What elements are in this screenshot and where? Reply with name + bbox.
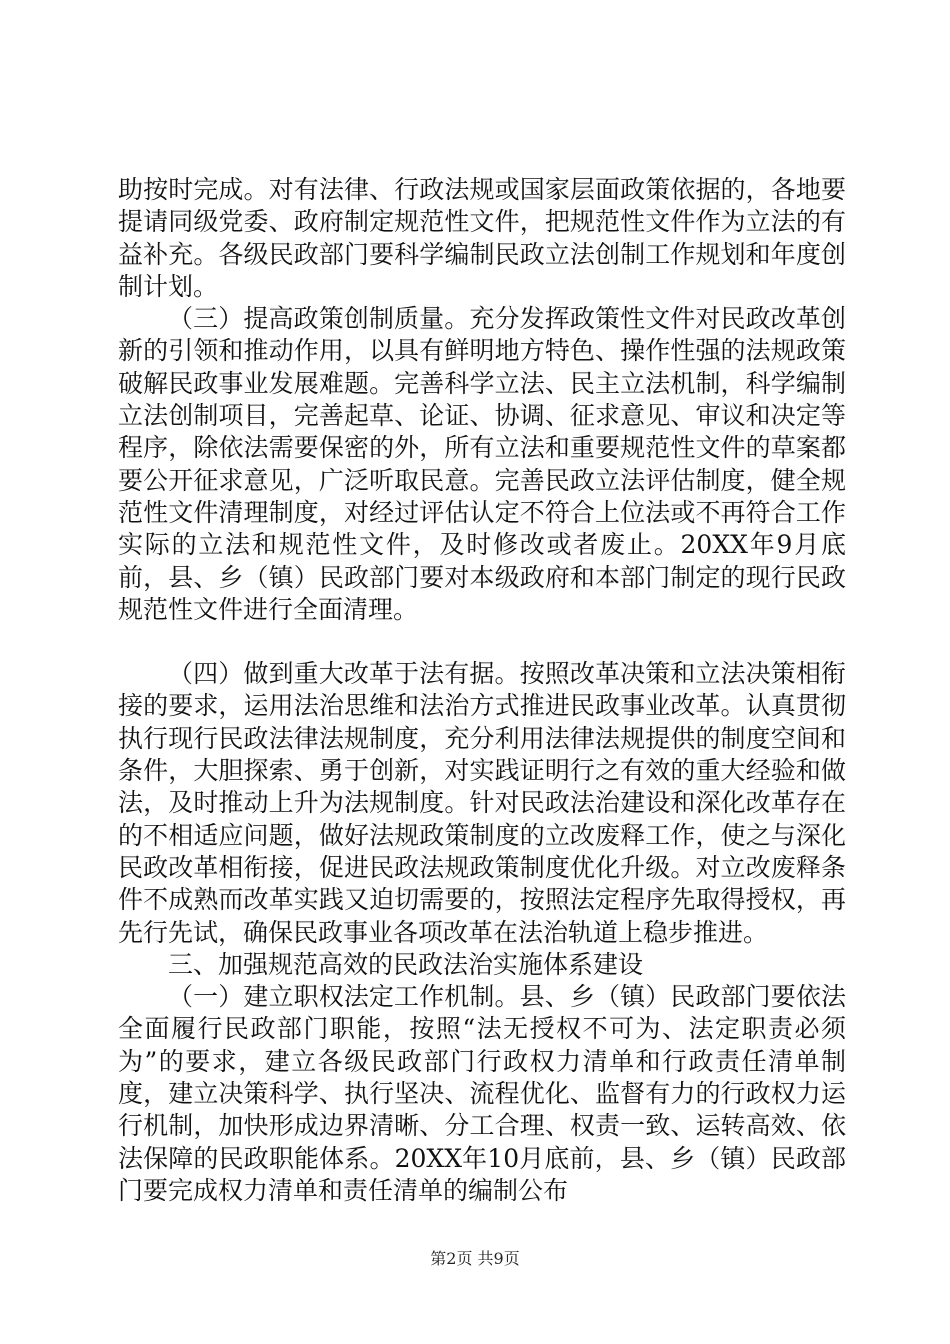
paragraph-section-1: （一）建立职权法定工作机制。县、乡（镇）民政部门要依法全面履行民政部门职能，按照“法无授权不可为、法定职责必须为”的要求，建立各级民政部门行政权力清单和行政责任清单制度，建立决策科学、执行坚决、流程优化、监督有力的行政权力运行机制，加快形成边界清晰、分工合理、权责一致、运转高效、依法保障的民政职能体系。20XX年10月底前，县、乡（镇）民政部门要完成权力清单和责任清单的编制公布 — [118, 982, 846, 1205]
page-number: 第2页 共9页 — [430, 1249, 520, 1268]
section-heading: 三、加强规范高效的民政法治实施体系建设 — [168, 949, 644, 979]
paragraph-section-3: （三）提高政策创制质量。充分发挥政策性文件对民政改革创新的引领和推动作用，以具有鲜明地方特色、操作性强的法规政策破解民政事业发展难题。完善科学立法、民主立法机制，科学编制立法创制项目，完善起草、论证、协调、征求意见、审议和决定等程序，除依法需要保密的外，所有立法和重要规范性文件的草案都要公开征求意见，广泛听取民意。完善民政立法评估制度，健全规范性文件清理制度，对经过评估认定不符合上位法或不再符合工作实际的立法和规范性文件，及时修改或者废止。20XX年9月底前，县、乡（镇）民政部门要对本级政府和本部门制定的现行民政规范性文件进行全面清理。 — [118, 304, 846, 624]
document-body — [118, 174, 846, 1207]
paragraph-continuation: 助按时完成。对有法律、行政法规或国家层面政策依据的，各地要提请同级党委、政府制定规范性文件，把规范性文件作为立法的有益补充。各级民政部门要科学编制民政立法创制工作规划和年度创制计划。 — [118, 175, 846, 301]
paragraph-section-4: （四）做到重大改革于法有据。按照改革决策和立法决策相衔接的要求，运用法治思维和法治方式推进民政事业改革。认真贯彻执行现行民政法律法规制度，充分利用法律法规提供的制度空间和条件，大胆探索、勇于创新，对实践证明行之有效的重大经验和做法，及时推动上升为法规制度。针对民政法治建设和深化改革存在的不相适应问题，做好法规政策制度的立改废释工作，使之与深化民政改革相衔接，促进民政法规政策制度优化升级。对立改废释条件不成熟而改革实践又迫切需要的，按照法定程序先取得授权，再先行先试，确保民政事业各项改革在法治轨道上稳步推进。 — [118, 659, 846, 947]
